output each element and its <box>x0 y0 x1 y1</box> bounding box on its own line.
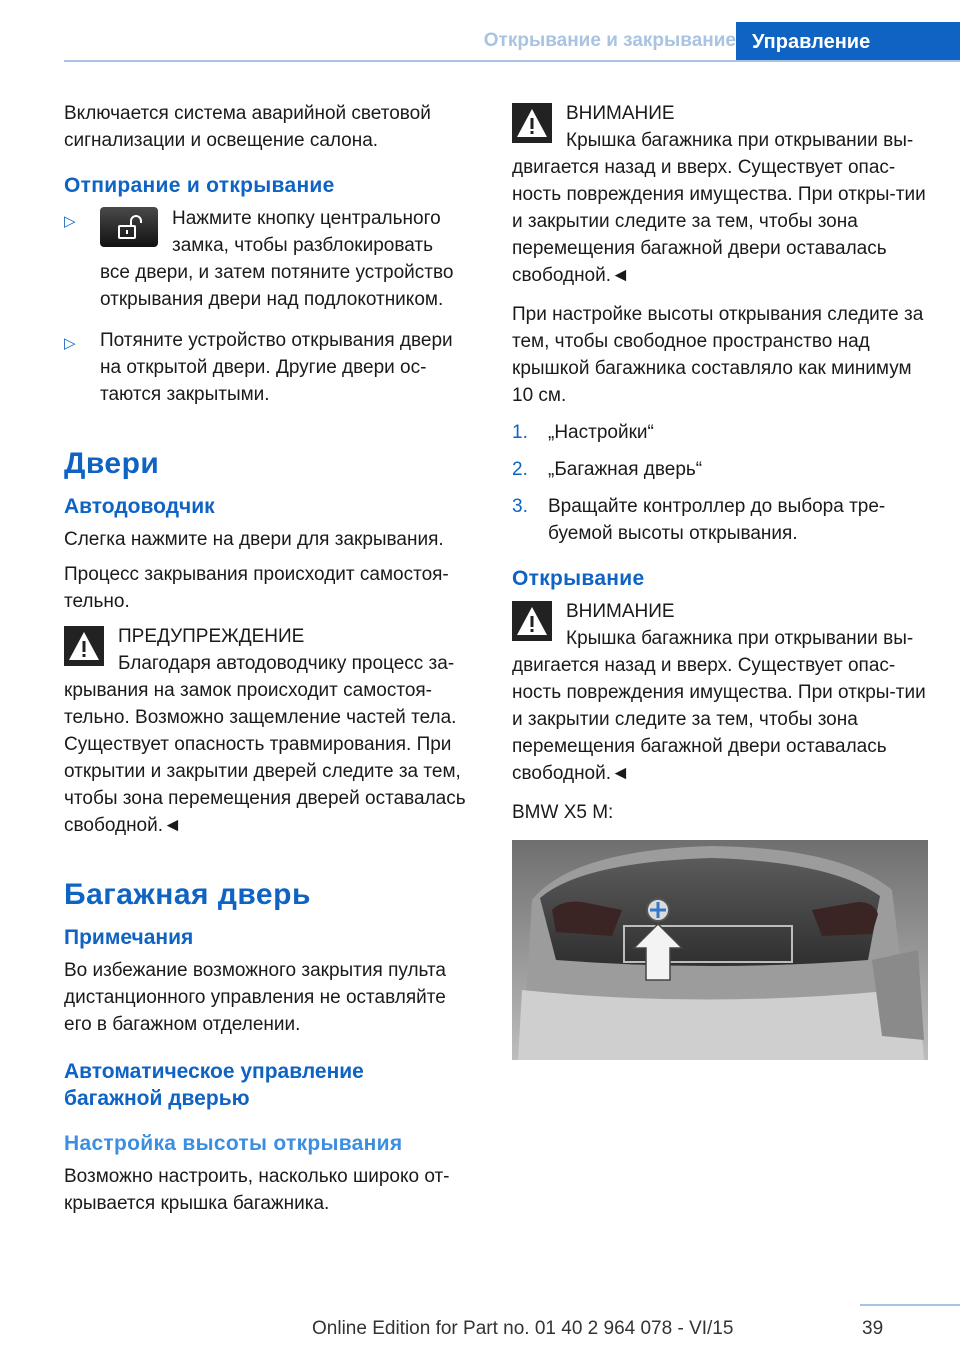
caution-block <box>512 598 930 787</box>
triangle-bullet-icon: ▷ <box>64 213 76 230</box>
car-rear-photo <box>512 840 928 1060</box>
caution-block <box>512 100 930 289</box>
warning-triangle-icon <box>512 103 552 143</box>
notes-heading: Примечания <box>64 926 194 949</box>
page-number: 39 <box>862 1318 884 1339</box>
list-item <box>512 456 930 483</box>
list-item <box>512 419 930 446</box>
right-column <box>512 100 930 1060</box>
height-paragraph: Возможно настроить, насколько широко от-крывается крышка багажника. <box>64 1166 450 1214</box>
unlock-heading: Отпирание и открывание <box>64 174 335 197</box>
caution-text: Крышка багажника при открывании вы-двигается назад и вверх. Существует опас-ность повреждения имущества. При откры-тии и закрытии следите за тем, чтобы зона перемещения багажной двери оставалась свободной.◄ <box>512 130 926 286</box>
caution-text: Крышка багажника при открывании вы-двигается назад и вверх. Существует опас-ность повреждения имущества. При откры-тии и закрытии следите за тем, чтобы зона перемещения багажной двери оставалась свободной.◄ <box>512 628 926 784</box>
triangle-bullet-icon: ▷ <box>64 335 76 352</box>
bullet-text: Нажмите кнопку центрального замка, чтобы разблокировать все двери, и затем потяните устройство открывания двери над подлокотником. <box>100 208 454 310</box>
footer-rule <box>860 1304 960 1306</box>
height-heading: Настройка высоты открывания <box>64 1132 403 1155</box>
auto-control-heading: Автоматическое управление багажной дверью <box>64 1060 364 1110</box>
step-number: 2. <box>512 459 528 480</box>
model-label: BMW X5 M: <box>512 802 614 823</box>
step-text: Вращайте контроллер до выбора тре-буемой высоты открывания. <box>548 496 886 544</box>
warning-triangle-icon <box>64 626 104 666</box>
caution-title: ВНИМАНИЕ <box>566 103 675 124</box>
bullet-item <box>64 205 468 313</box>
steps-list <box>512 419 930 547</box>
doors-heading: Двери <box>64 447 160 480</box>
left-column <box>64 100 468 1225</box>
notes-paragraph: Во избежание возможного закрытия пульта дистанционного управления не оставляйте его в багажном отделении. <box>64 960 446 1035</box>
footer-edition: Online Edition for Part no. 01 40 2 964 078 - VI/15 <box>312 1318 734 1339</box>
tailgate-heading: Багажная дверь <box>64 878 311 911</box>
autoclose-paragraph-2: Процесс закрывания происходит самостоя-тельно. <box>64 564 449 612</box>
warning-text: Благодаря автодоводчику процесс за-крывания на замок происходит самостоя-тельно. Возможно защемление частей тела. Существует опасность травмирования. При открытии и закрытии дверей следите за тем, чтобы зона перемещения дверей оставалась свободной.◄ <box>64 653 466 836</box>
autoclose-paragraph-1: Слегка нажмите на двери для закрывания. <box>64 529 444 550</box>
warning-block <box>64 623 468 839</box>
warning-triangle-icon <box>512 601 552 641</box>
step-text: „Багажная дверь“ <box>548 459 703 480</box>
warning-title: ПРЕДУПРЕЖДЕНИЕ <box>118 626 305 647</box>
bullet-item <box>64 327 468 408</box>
header-rule <box>64 60 960 62</box>
intro-paragraph: Включается система аварийной световой сигнализации и освещение салона. <box>64 103 431 151</box>
open-heading: Открывание <box>512 567 645 590</box>
height-info-paragraph: При настройке высоты открывания следите за тем, чтобы свободное пространство над крышкой багажника составляло как минимум 10 см. <box>512 304 924 406</box>
page-header <box>0 0 960 62</box>
step-text: „Настройки“ <box>548 422 654 443</box>
step-number: 3. <box>512 496 528 517</box>
step-number: 1. <box>512 422 528 443</box>
caution-title: ВНИМАНИЕ <box>566 601 675 622</box>
list-item <box>512 493 930 547</box>
header-chapter-tab: Управление <box>736 22 960 62</box>
central-lock-button-icon <box>100 207 158 247</box>
header-section-title: Открывание и закрывание <box>483 30 736 51</box>
autoclose-heading: Автодоводчик <box>64 495 215 518</box>
bullet-text: Потяните устройство открывания двери на открытой двери. Другие двери ос-таются закрытыми. <box>100 330 453 405</box>
